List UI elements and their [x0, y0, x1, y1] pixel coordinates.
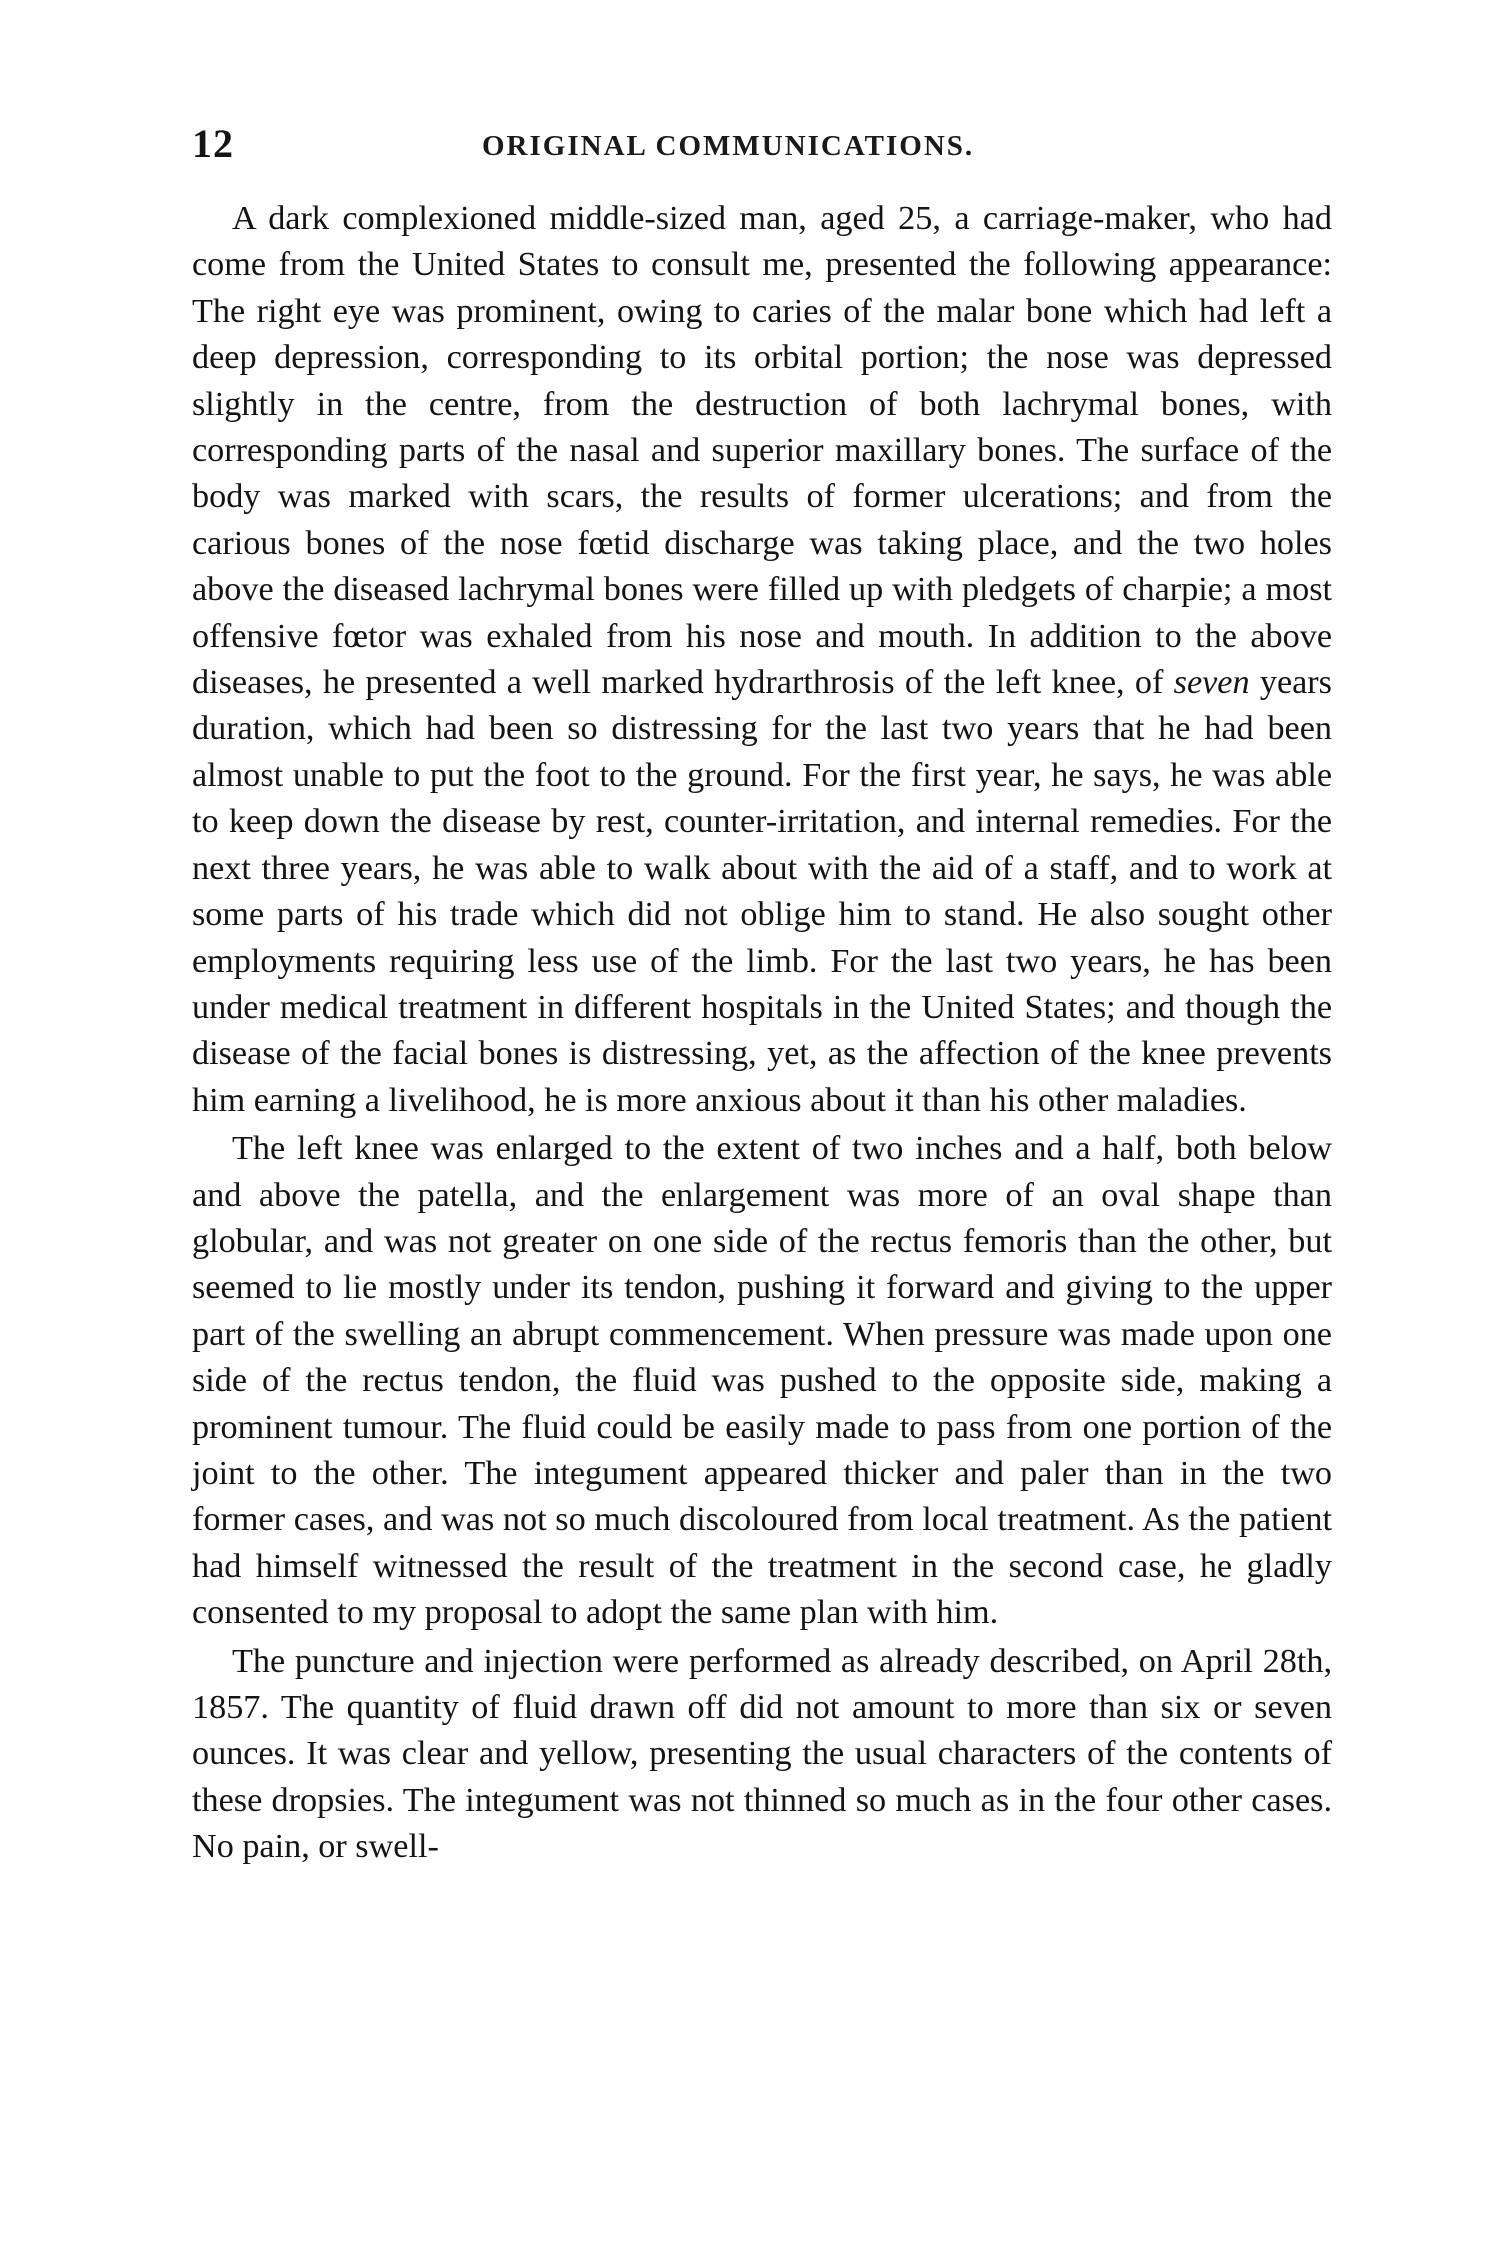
italic-word: seven [1173, 664, 1250, 702]
body-text [192, 196, 1332, 1871]
page-number: 12 [192, 121, 234, 166]
paragraph-puncture: The puncture and injection were performed as already described, on April 28th, 1857. The quantity of fluid drawn off did not amount to more than six or seven ounces. It was clear and yellow, presenting the usual characters of the contents of these dropsies. The integument was not thinned so much as in the four other cases. No pain, or swell- [192, 1642, 1332, 1866]
paragraph-text: years duration, which had been so distressing for the last two years that he had been almost unable to put the foot to the ground. For the first year, he says, he was able to keep down the disease by rest, counter-irritation, and internal remedies. For the next three years, he was able to walk about with the aid of a staff, and to work at some parts of his trade which did not oblige him to stand. He also sought other employments requiring less use of the limb. For the last two years, he has been under medical treatment in different hospitals in the United States; and though the disease of the facial bones is distressing, yet, as the affection of the knee prevents him earning a livelihood, he is more anxious about it than his other maladies. [192, 664, 1332, 1119]
running-head: ORIGINAL COMMUNICATIONS. [482, 130, 975, 162]
page-header [192, 118, 1332, 178]
paragraph-text: A dark complexioned middle-sized man, aged 25, a carriage-maker, who had come from the United States to consult me, presented the following appearance: The right eye was prominent, owing to caries of the malar bone which had left a deep depression, corresponding to its orbital portion; the nose was depressed slightly in the centre, from the destruction of both lachrymal bones, with corresponding parts of the nasal and superior maxillary bones. The surface of the body was marked with scars, the results of former ulcerations; and from the carious bones of the nose fœtid discharge was taking place, and the two holes above the diseased lachrymal bones were filled up with pledgets of charpie; a most offensive fœtor was exhaled from his nose and mouth. In addition to the above diseases, he presented a well marked hydrarthrosis of the left knee, of [192, 200, 1332, 702]
paragraph-case-history [192, 196, 1332, 1124]
paragraph-knee-description: The left knee was enlarged to the extent of two inches and a half, both below and above the patella, and the enlargement was more of an oval shape than globular, and was not greater on one side of the rectus femoris than the other, but seemed to lie mostly under its tendon, pushing it forward and giving to the upper part of the swelling an abrupt commencement. When pressure was made upon one side of the rectus tendon, the fluid was pushed to the opposite side, making a prominent tumour. The fluid could be easily made to pass from one portion of the joint to the other. The integument appeared thicker and paler than in the two former cases, and was not so much discoloured from local treatment. As the patient had himself witnessed the result of the treatment in the second case, he gladly consented to my proposal to adopt the same plan with him. [192, 1130, 1332, 1632]
